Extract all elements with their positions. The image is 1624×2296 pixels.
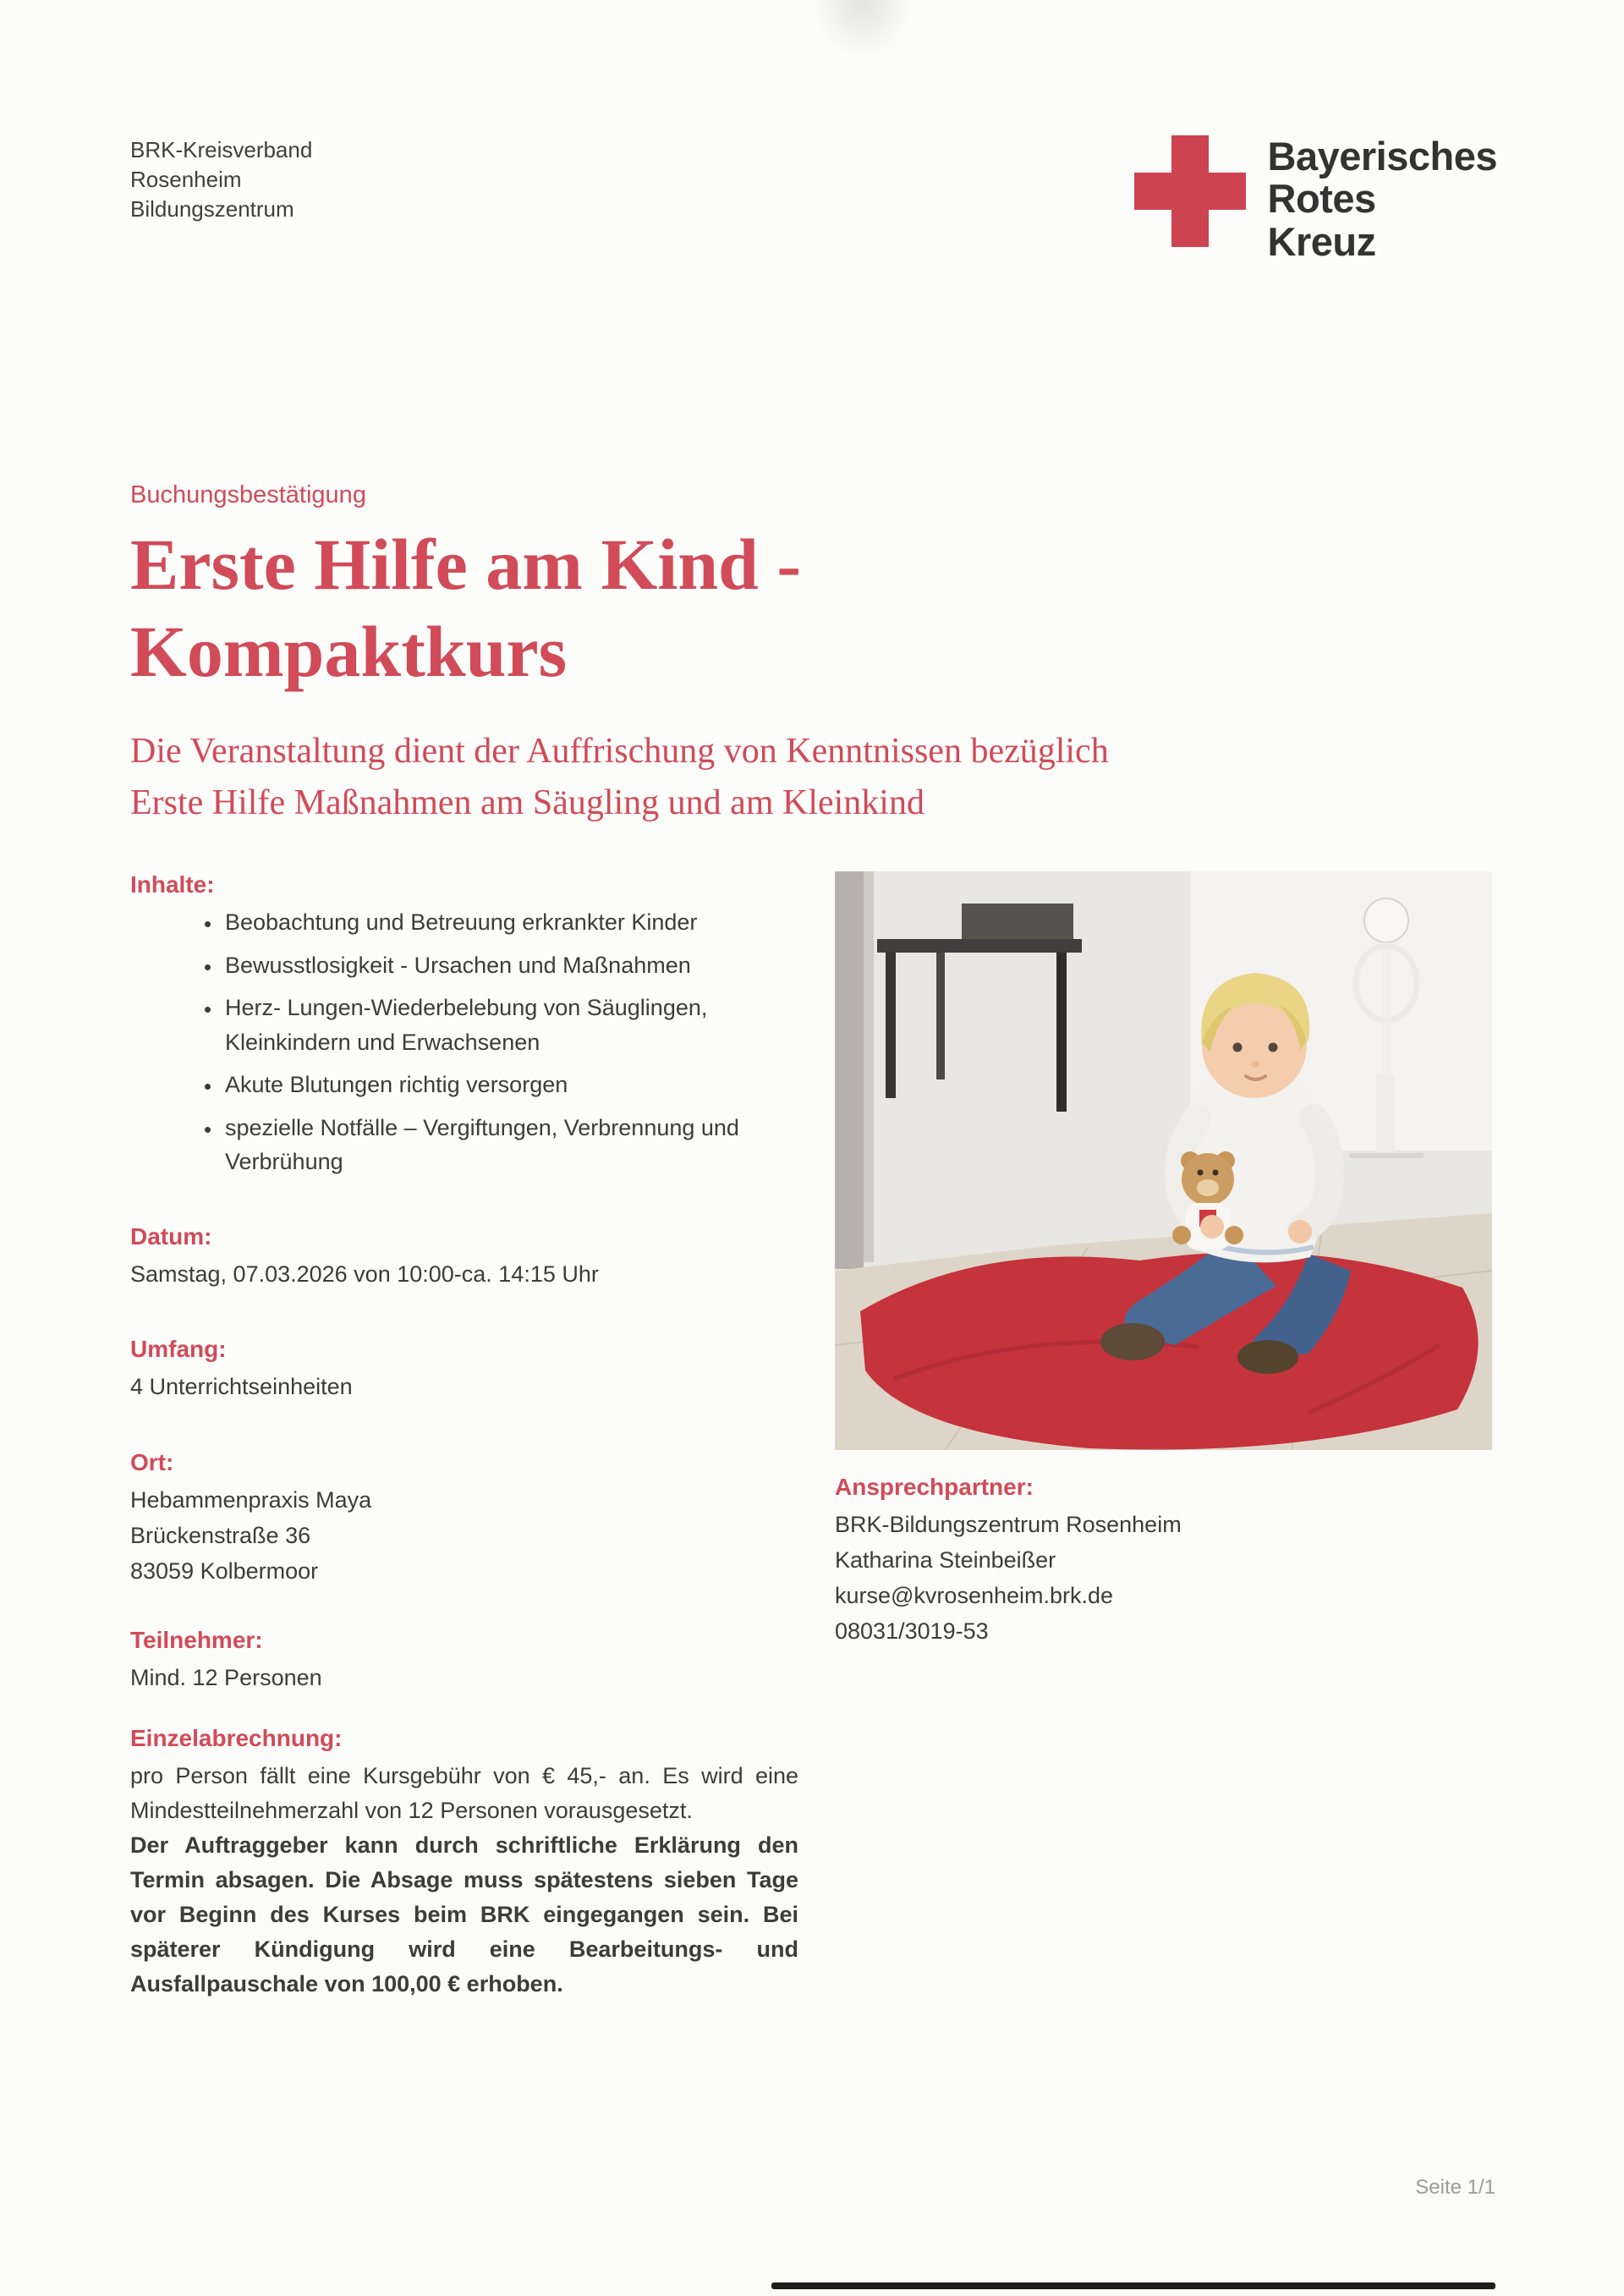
scan-line-artifact bbox=[771, 2282, 1495, 2289]
teilnehmer-value: Mind. 12 Personen bbox=[130, 1664, 322, 1690]
teilnehmer-label: Teilnehmer: bbox=[130, 1626, 263, 1653]
datum-value: Samstag, 07.03.2026 von 10:00-ca. 14:15 Uhr bbox=[130, 1261, 599, 1287]
document-type-label: Buchungsbestätigung bbox=[130, 481, 366, 508]
fee-paragraph: pro Person fällt eine Kursgebühr von € 45,- an. Es wird eine Mindestteilnehmerzahl von 12 Personen vorausgesetzt. bbox=[130, 1762, 798, 1823]
course-photo bbox=[835, 871, 1492, 1450]
course-title: Erste Hilfe am Kind - Kompaktkurs bbox=[130, 523, 802, 693]
inhalte-item: • Herz- Lungen-Wiederbelebung von Säuglingen, Kleinkindern und Erwachsenen bbox=[222, 991, 798, 1059]
inhalte-label: Inhalte: bbox=[130, 871, 215, 898]
inhalte-item: • Akute Blutungen richtig versorgen bbox=[222, 1068, 798, 1102]
datum-label: Datum: bbox=[130, 1222, 212, 1250]
einzelabrechnung-label: Einzelabrechnung: bbox=[130, 1724, 343, 1751]
section-umfang bbox=[130, 1336, 798, 1405]
brk-logo bbox=[1134, 135, 1497, 263]
umfang-label: Umfang: bbox=[130, 1336, 227, 1363]
details-column bbox=[130, 871, 798, 2002]
contact-details bbox=[835, 1508, 1492, 1649]
sender-address bbox=[130, 135, 312, 224]
ort-address-line: 83059 Kolbermoor bbox=[130, 1557, 319, 1584]
contact-line: kurse@kvrosenheim.brk.de bbox=[835, 1582, 1114, 1608]
inhalte-item: • Beobachtung und Betreuung erkrankter Kinder bbox=[222, 905, 798, 940]
section-ort bbox=[130, 1449, 798, 1590]
section-inhalte bbox=[130, 871, 798, 1179]
inhalte-item: • Bewusstlosigkeit - Ursachen und Maßnahmen bbox=[222, 948, 798, 983]
contact-line: Katharina Steinbeißer bbox=[835, 1546, 1056, 1573]
ort-address bbox=[130, 1483, 798, 1590]
red-cross-icon bbox=[1134, 135, 1246, 247]
ort-label: Ort: bbox=[130, 1449, 174, 1476]
contact-line: 08031/3019-53 bbox=[835, 1618, 989, 1644]
umfang-value: 4 Unterrichtseinheiten bbox=[130, 1374, 353, 1400]
scan-smudge-artifact bbox=[812, 0, 914, 59]
content-columns bbox=[130, 871, 1497, 2002]
page-number: Seite 1/1 bbox=[1415, 2176, 1495, 2199]
ort-address-line: Hebammenpraxis Maya bbox=[130, 1487, 372, 1513]
ort-address-line: Brückenstraße 36 bbox=[130, 1523, 311, 1549]
letterhead bbox=[130, 135, 1497, 263]
logo-word: Kreuz bbox=[1267, 218, 1376, 264]
logo-wordmark bbox=[1268, 135, 1497, 263]
inhalte-item: • spezielle Notfälle – Vergiftungen, Verbrennung und Verbrühung bbox=[222, 1111, 798, 1179]
sender-line: BRK-Kreisverband bbox=[130, 137, 313, 162]
cancellation-paragraph: Der Auftraggeber kann durch schriftliche Erklärung den Termin absagen. Die Absage muss spätestens sieben Tage vor Beginn des Kurses beim BRK eingegangen sein. Bei späterer Kündigung wird eine Bearbeitungs- und Ausfallpauschale von 100,00 € erhoben. bbox=[130, 1832, 798, 1997]
section-ansprechpartner bbox=[835, 1474, 1492, 1649]
sender-line: Rosenheim bbox=[130, 167, 242, 193]
ansprechpartner-label: Ansprechpartner: bbox=[835, 1474, 1034, 1500]
contact-line: BRK-Bildungszentrum Rosenheim bbox=[835, 1512, 1182, 1537]
logo-word: Bayerisches bbox=[1267, 134, 1497, 179]
section-einzelabrechnung bbox=[130, 1725, 798, 2002]
logo-word: Rotes bbox=[1267, 176, 1376, 222]
media-column bbox=[835, 871, 1492, 2002]
sender-line: Bildungszentrum bbox=[130, 196, 294, 222]
course-subtitle: Die Veranstaltung dient der Auffrischung von Kenntnissen bezüglich Erste Hilfe Maßnahmen am Säugling und am Kleinkind bbox=[130, 732, 1109, 823]
section-teilnehmer bbox=[130, 1627, 798, 1696]
section-datum bbox=[130, 1223, 798, 1293]
inhalte-list bbox=[130, 905, 798, 1179]
